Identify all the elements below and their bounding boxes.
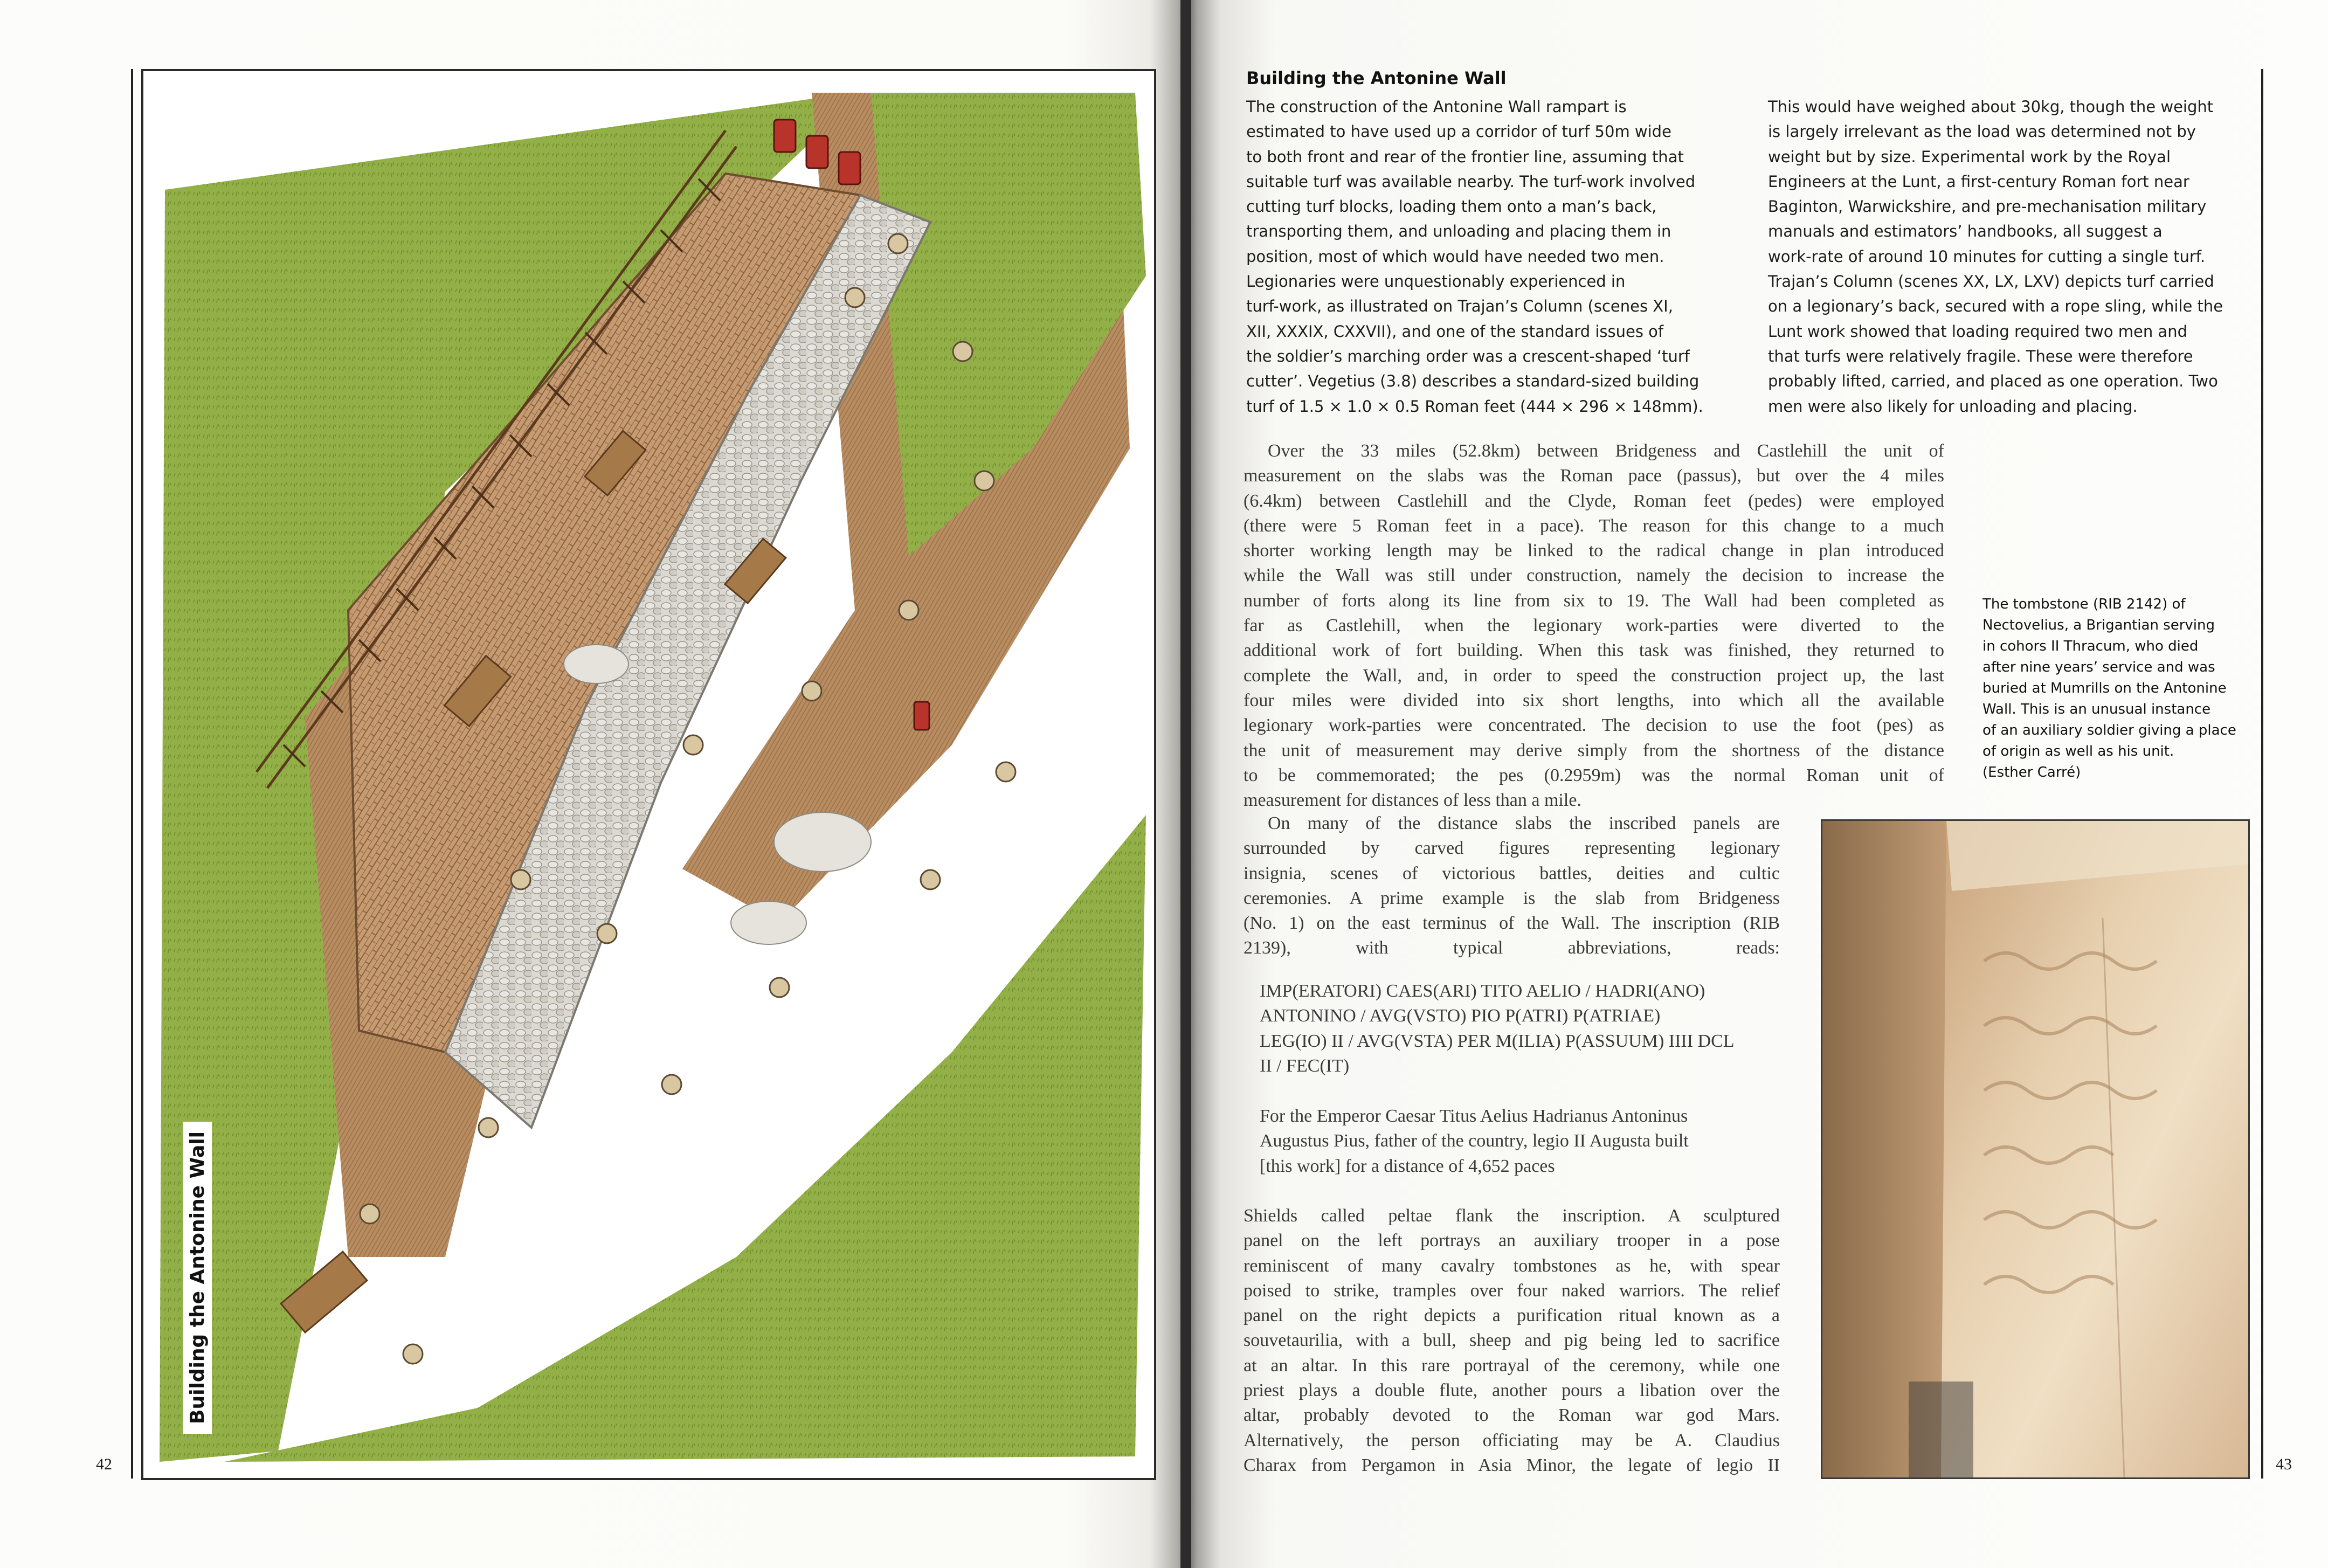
body-line: while the Wall was still under construction, namely the decision to increase the xyxy=(1244,565,1944,586)
body-line: at an altar. In this rare portrayal of the ceremony, while one xyxy=(1244,1355,1780,1376)
body-line: measurement for distances of less than a mile. xyxy=(1244,790,1581,811)
body-line: four miles were divided into six short lengths, into which all the available xyxy=(1244,690,1944,710)
book-gutter xyxy=(1180,0,1191,1568)
body-line: Shields called peltae flank the inscription. A sculptured xyxy=(1244,1206,1780,1226)
caption-line: buried at Mumrills on the Antonine xyxy=(1982,680,2227,696)
latin-inscription xyxy=(1260,979,1785,1079)
running-head: Building the Antonine Wall xyxy=(183,1122,212,1434)
sidebar-line: the soldier’s marching order was a crescent-shaped ‘turf xyxy=(1246,347,1690,365)
sidebar-line: work-rate of around 10 minutes for cutting a single turf. xyxy=(1768,247,2206,266)
page-number-right: 43 xyxy=(2276,1455,2292,1473)
body-line: surrounded by carved figures representing legionary xyxy=(1244,838,1780,859)
translation-line: Augustus Pius, father of the country, legio II Augusta built xyxy=(1260,1131,1689,1151)
photo-caption xyxy=(1982,594,2252,783)
sidebar-line: is largely irrelevant as the load was determined not by xyxy=(1768,122,2196,141)
caption-line: in cohors II Thracum, who died xyxy=(1982,638,2199,654)
right-margin-rule xyxy=(2261,69,2263,1479)
sidebar-line: Legionaries were unquestionably experienced in xyxy=(1246,272,1626,291)
sidebar-line: position, most of which would have needed two men. xyxy=(1246,247,1664,266)
sidebar-line: manuals and estimators’ handbooks, all suggest a xyxy=(1768,222,2163,241)
body-line: complete the Wall, and, in order to speed the construction project up, the last xyxy=(1244,665,1944,686)
body-line: Charax from Pergamon in Asia Minor, the legate of legio II xyxy=(1244,1455,1780,1475)
sidebar-line: estimated to have used up a corridor of turf 50m wide xyxy=(1246,122,1671,141)
sidebar-line: suitable turf was available nearby. The turf-work involved xyxy=(1246,172,1696,191)
sidebar-line: cutter’. Vegetius (3.8) describes a standard-sized building xyxy=(1246,372,1700,391)
body-line: panel on the left portrays an auxiliary trooper in a pose xyxy=(1244,1231,1780,1251)
body-line: additional work of fort building. When this task was finished, they returned to xyxy=(1244,640,1944,661)
inscription-line: II / FEC(IT) xyxy=(1260,1055,1350,1076)
antonine-wall-illustration xyxy=(141,69,1156,1480)
caption-line: Nectovelius, a Brigantian serving xyxy=(1982,617,2215,633)
caption-line: Wall. This is an unusual instance xyxy=(1982,701,2211,717)
sidebar-line: cutting turf blocks, loading them onto a man’s back, xyxy=(1246,197,1657,216)
body-line: the unit of measurement may derive simply from the shortness of the distance xyxy=(1244,740,1944,761)
body-line: 2139), with typical abbreviations, reads: xyxy=(1244,938,1780,958)
left-margin-rule xyxy=(131,69,133,1479)
sidebar-line: men were also likely for unloading and placing. xyxy=(1768,397,2138,416)
body-line: reminiscent of many cavalry tombstones as he, with spear xyxy=(1244,1255,1780,1276)
caption-line: after nine years’ service and was xyxy=(1982,659,2215,675)
body-line: measurement on the slabs was the Roman pace (passus), but over the 4 miles xyxy=(1244,466,1944,486)
body-line: (there were 5 Roman feet in a pace). The reason for this change to a much xyxy=(1244,515,1944,536)
sidebar-line: Lunt work showed that loading required two men and xyxy=(1768,322,2187,341)
inscription-line: ANTONINO / AVG(VSTO) PIO P(ATRI) P(ATRIAE) xyxy=(1260,1006,1661,1026)
page-number-left: 42 xyxy=(96,1455,112,1473)
sidebar-line: The construction of the Antonine Wall rampart is xyxy=(1246,98,1627,116)
sidebar-line: on a legionary’s back, secured with a rope sling, while the xyxy=(1768,297,2223,316)
sidebar-line: This would have weighed about 30kg, though the weight xyxy=(1768,98,2214,116)
sidebar-line: that turfs were relatively fragile. These were therefore xyxy=(1768,347,2193,365)
body-line: (6.4km) between Castlehill and the Clyde, Roman feet (pedes) were employed xyxy=(1244,491,1944,511)
sidebar-line: turf of 1.5 × 1.0 × 0.5 Roman feet (444 × 296 × 148mm). xyxy=(1246,397,1703,416)
body-paragraph-1 xyxy=(1244,439,1944,813)
body-line: number of forts along its line from six to 19. The Wall had been completed as xyxy=(1244,590,1944,611)
body-line: altar, probably devoted to the Roman war god Mars. xyxy=(1244,1405,1780,1426)
body-line: On many of the distance slabs the inscribed panels are xyxy=(1268,813,1780,833)
translation-line: [this work] for a distance of 4,652 paces xyxy=(1260,1156,1555,1176)
caption-line: of origin as well as his unit. xyxy=(1982,743,2174,759)
body-line: to be commemorated; the pes (0.2959m) was the normal Roman unit of xyxy=(1244,765,1944,785)
sidebar-line: probably lifted, carried, and placed as one operation. Two xyxy=(1768,372,2218,391)
inscription-line: IMP(ERATORI) CAES(ARI) TITO AELIO / HADRI(ANO) xyxy=(1260,981,1705,1001)
body-line: poised to strike, tramples over four naked warriors. The relief xyxy=(1244,1280,1780,1301)
sidebar-line: transporting them, and unloading and placing them in xyxy=(1246,222,1671,241)
caption-line: of an auxiliary soldier giving a place xyxy=(1982,722,2236,738)
inscription-line: LEG(IO) II / AVG(VSTA) PER M(ILIA) P(ASSUUM) IIII DCL xyxy=(1260,1031,1735,1051)
body-line: priest plays a double flute, another pours a libation over the xyxy=(1244,1380,1780,1401)
sidebar-line: to both front and rear of the frontier line, assuming that xyxy=(1246,147,1684,166)
sidebar-line: Engineers at the Lunt, a first-century Roman fort near xyxy=(1768,172,2189,191)
sidebar-column-1 xyxy=(1246,94,1721,419)
body-paragraph-3 xyxy=(1244,1204,1780,1478)
body-line: insignia, scenes of victorious battles, deities and cultic xyxy=(1244,863,1780,883)
body-line: Alternatively, the person officiating may be A. Claudius xyxy=(1244,1430,1780,1450)
sidebar-line: weight but by size. Experimental work by the Royal xyxy=(1768,147,2171,166)
caption-line: (Esther Carré) xyxy=(1982,764,2081,780)
body-line: far as Castlehill, when the legionary work-parties were diverted to the xyxy=(1244,616,1944,636)
body-line: shorter working length may be linked to the radical change in plan introduced xyxy=(1244,541,1944,561)
sidebar-line: turf-work, as illustrated on Trajan’s Column (scenes XI, xyxy=(1246,297,1673,316)
sidebar-title: Building the Antonine Wall xyxy=(1246,68,1507,88)
tombstone-photo xyxy=(1821,819,2250,1479)
body-line: Over the 33 miles (52.8km) between Bridgeness and Castlehill the unit of xyxy=(1268,441,1944,461)
caption-line: The tombstone (RIB 2142) of xyxy=(1982,596,2186,612)
body-line: panel on the right depicts a purification ritual known as a xyxy=(1244,1305,1780,1326)
translation-line: For the Emperor Caesar Titus Aelius Hadrianus Antoninus xyxy=(1260,1106,1688,1126)
sidebar-column-2 xyxy=(1768,94,2237,419)
sidebar-line: XII, XXXIX, CXXVII), and one of the standard issues of xyxy=(1246,322,1664,341)
body-line: legionary work-parties were concentrated. The decision to use the foot (pes) as xyxy=(1244,715,1944,736)
sidebar-line: Baginton, Warwickshire, and pre-mechanisation military xyxy=(1768,197,2207,216)
inscription-translation xyxy=(1260,1104,1785,1179)
body-line: (No. 1) on the east terminus of the Wall. The inscription (RIB xyxy=(1244,913,1780,934)
body-line: souvetaurilia, with a bull, sheep and pig being led to sacrifice xyxy=(1244,1330,1780,1351)
body-paragraph-2 xyxy=(1244,811,1780,961)
body-line: ceremonies. A prime example is the slab from Bridgeness xyxy=(1244,888,1780,908)
sidebar-line: Trajan’s Column (scenes XX, LX, LXV) depicts turf carried xyxy=(1768,272,2214,291)
